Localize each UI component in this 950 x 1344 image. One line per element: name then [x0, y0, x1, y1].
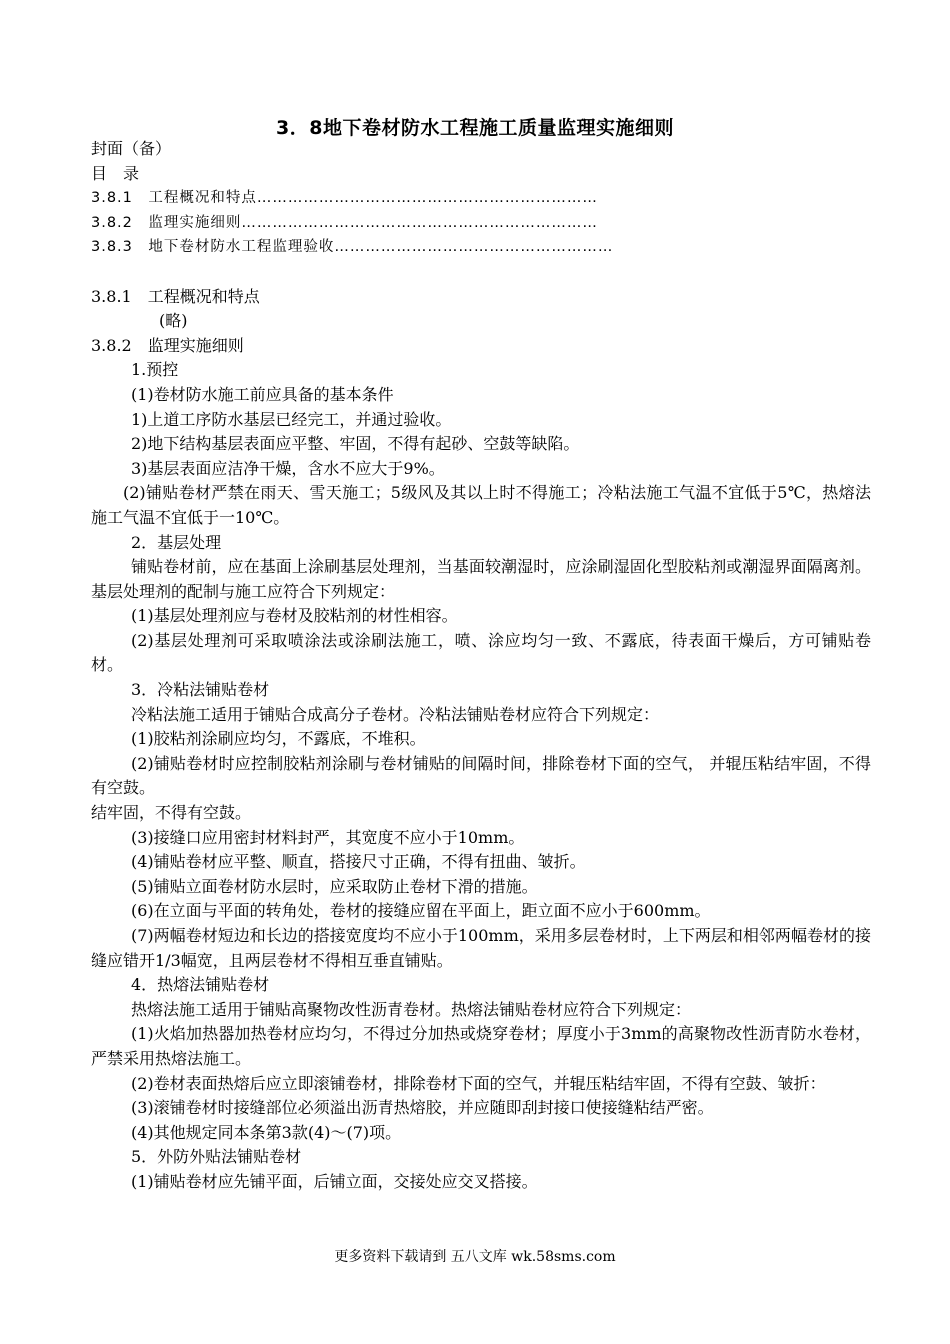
toc-item-1[interactable]: 3.8.1 工程概况和特点…………………………………………………………	[91, 190, 598, 207]
paragraph: (2)铺贴卷材严禁在雨天、雪天施工；5级风及其以上时不得施工；冷粘法施工气温不宜低于5℃，热熔法施工气温不宜低于一10℃。	[91, 483, 871, 527]
paragraph-line: 1.预控	[131, 360, 179, 380]
paragraph-line: (3)滚铺卷材时接缝部位必须溢出沥青热熔胶，并应随即刮封接口使接缝粘结严密。	[131, 1098, 714, 1118]
paragraph-line: 冷粘法施工适用于铺贴合成高分子卷材。冷粘法铺贴卷材应符合下列规定：	[131, 704, 660, 724]
paragraph-line: (1)铺贴卷材应先铺平面，后铺立面，交接处应交叉搭接。	[131, 1171, 538, 1191]
document-title: 3．8地下卷材防水工程施工质量监理实施细则	[276, 117, 674, 139]
paragraph-line: (4)其他规定同本条第3款(4)～(7)项。	[131, 1122, 402, 1142]
paragraph: (2)铺贴卷材时应控制胶粘剂涂刷与卷材铺贴的间隔时间，排除卷材下面的空气， 并辊压粘结牢固，不得有空鼓。	[91, 753, 871, 798]
subsection-heading: 2．基层处理	[131, 532, 222, 552]
toc-item-2[interactable]: 3.8.2 监理实施细则……………………………………………………………	[91, 214, 598, 231]
paragraph: (7)两幅卷材短边和长边的搭接宽度均不应小于100mm，采用多层卷材时，上下两层和相邻两幅卷材的接缝应错开1/3幅宽，且两层卷材不得相互垂直铺贴。	[91, 926, 871, 970]
paragraph: (2)基层处理剂可采取喷涂法或涂刷法施工，喷、涂应均匀一致、不露底，待表面干燥后，方可铺贴卷材。	[91, 630, 871, 675]
section-heading-381: 3.8.1 工程概况和特点	[91, 286, 260, 306]
paragraph-line: (1)卷材防水施工前应具备的基本条件	[131, 384, 394, 404]
toc-item-3[interactable]: 3.8.3 地下卷材防水工程监理验收………………………………………………	[91, 239, 614, 256]
paragraph-line: 热熔法施工适用于铺贴高聚物改性沥青卷材。热熔法铺贴卷材应符合下列规定：	[131, 999, 692, 1019]
paragraph: 铺贴卷材前，应在基面上涂刷基层处理剂，当基面较潮湿时，应涂刷湿固化型胶粘剂或潮湿界面隔离剂。基层处理剂的配制与施工应符合下列规定：	[91, 557, 871, 601]
paragraph: (2)卷材表面热熔后应立即滚铺卷材，排除卷材下面的空气，并辊压粘结牢固，不得有空鼓、皱折：	[131, 1073, 826, 1093]
subsection-heading: 5．外防外贴法铺贴卷材	[131, 1147, 302, 1167]
document-body	[91, 137, 871, 1195]
paragraph: (1)火焰加热器加热卷材应均匀，不得过分加热或烧穿卷材；厚度小于3mm的高聚物改性沥青防水卷材，严禁采用热熔法施工。	[91, 1024, 871, 1068]
paragraph-line: 1)上道工序防水基层已经完工，并通过验收。	[131, 409, 452, 429]
cover-note: 封面（备）	[91, 139, 172, 158]
section-heading-382: 3.8.2 监理实施细则	[91, 335, 244, 355]
paragraph-line: (6)在立面与平面的转角处，卷材的接缝应留在平面上，距立面不应小于600mm。	[131, 901, 711, 921]
toc-heading: 目 录	[91, 163, 140, 183]
paragraph-line: 结牢固，不得有空鼓。	[91, 803, 252, 823]
paragraph-line: (1)基层处理剂应与卷材及胶粘剂的材性相容。	[131, 606, 458, 626]
paragraph-line: (1)胶粘剂涂刷应均匀，不露底，不堆积。	[131, 729, 426, 749]
footer-link[interactable]: 更多资料下载请到 五八文库 wk.58sms.com	[334, 1249, 616, 1265]
subsection-heading: 4．热熔法铺贴卷材	[131, 975, 270, 995]
section-body-381: (略)	[159, 311, 188, 331]
subsection-heading: 3．冷粘法铺贴卷材	[131, 680, 270, 700]
paragraph-line: (5)铺贴立面卷材防水层时，应采取防止卷材下滑的措施。	[131, 876, 538, 896]
paragraph-line: (4)铺贴卷材应平整、顺直，搭接尺寸正确，不得有扭曲、皱折。	[131, 852, 586, 872]
paragraph-line: (3)接缝口应用密封材料封严，其宽度不应小于10mm。	[131, 827, 525, 847]
spacer	[91, 260, 871, 285]
paragraph-line: 2)地下结构基层表面应平整、牢固，不得有起砂、空鼓等缺陷。	[131, 434, 580, 454]
paragraph-line: 3)基层表面应洁净干燥，含水不应大于9%。	[131, 458, 445, 478]
